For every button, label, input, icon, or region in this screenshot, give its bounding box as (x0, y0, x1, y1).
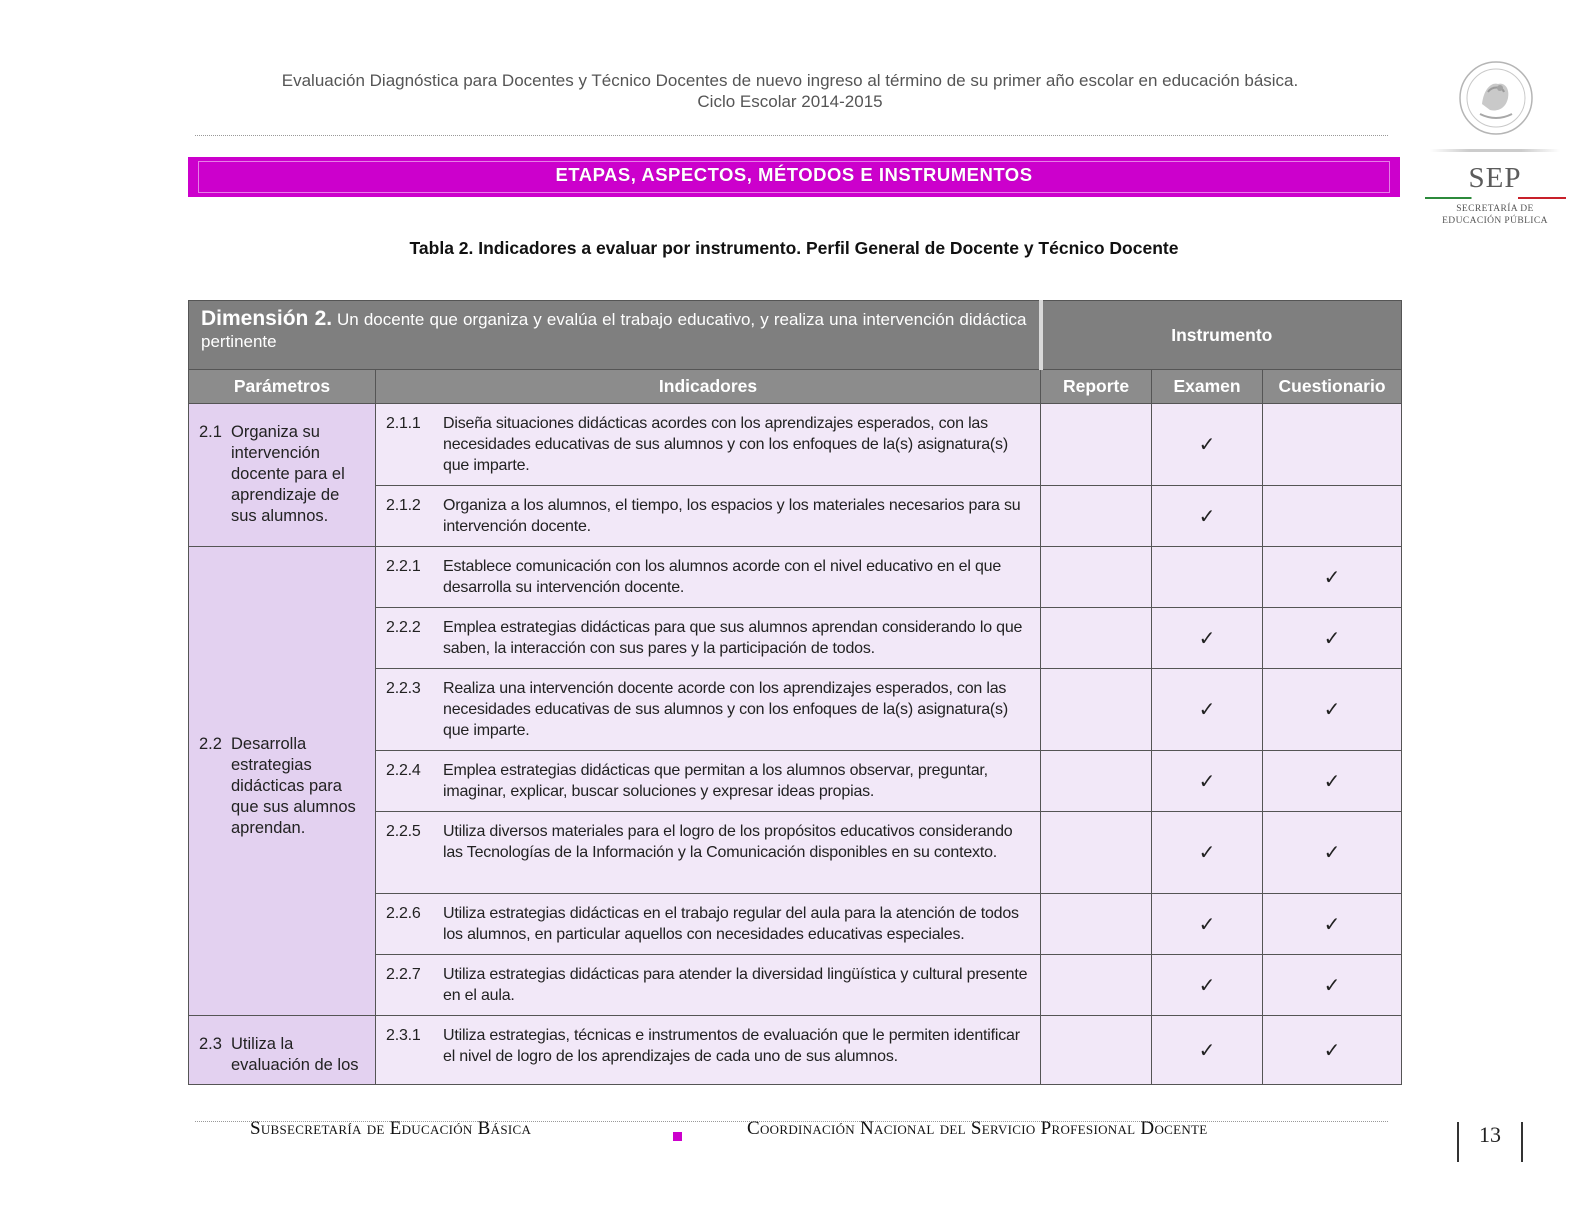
reporte-cell (1041, 547, 1152, 608)
parameter-cell (189, 547, 376, 1016)
parameter-number: 2.2 (199, 734, 222, 753)
checkmark-icon: ✓ (1323, 1039, 1341, 1062)
indicator-cell (376, 404, 1041, 486)
indicator-number: 2.2.7 (386, 966, 421, 983)
sep-subtitle-1: SECRETARÍA DE (1456, 204, 1534, 214)
footer-left: Subsecretaría de Educación Básica (250, 1118, 532, 1139)
table-caption: Tabla 2. Indicadores a evaluar por instrumento. Perfil General de Docente y Técnico Docente (409, 238, 1179, 258)
indicator-text: Organiza a los alumnos, el tiempo, los espacios y los materiales necesarios para su intervención docente. (443, 497, 1021, 535)
column-header-row (189, 370, 1402, 404)
checkmark-icon: ✓ (1323, 974, 1341, 997)
reporte-cell (1041, 608, 1152, 669)
indicator-text: Emplea estrategias didácticas que permitan a los alumnos observar, preguntar, imaginar, explicar, buscar soluciones y expresar ideas propias. (443, 762, 988, 800)
indicator-cell (376, 1016, 1041, 1085)
reporte-cell (1041, 812, 1152, 894)
sep-logo (1420, 52, 1570, 232)
flag-color-bar (1425, 197, 1566, 199)
instrumento-header: Instrumento (1041, 301, 1402, 370)
footer-right: Coordinación Nacional del Servicio Profesional Docente (747, 1118, 1208, 1139)
reporte-cell (1041, 894, 1152, 955)
checkmark-icon: ✓ (1323, 842, 1341, 864)
indicator-cell (376, 608, 1041, 669)
examen-cell (1152, 486, 1263, 547)
header-cycle: Ciclo Escolar 2014-2015 (697, 92, 883, 111)
reporte-cell (1041, 751, 1152, 812)
parameter-number: 2.3 (199, 1035, 222, 1053)
examen-cell (1152, 404, 1263, 486)
parameter-text: Utiliza la evaluación de los (231, 1035, 359, 1074)
indicator-text: Utiliza estrategias didácticas para atender la diversidad lingüística y cultural presente en el aula. (443, 966, 1028, 1004)
checkmark-icon: ✓ (1323, 770, 1341, 793)
indicator-text: Establece comunicación con los alumnos acorde con el nivel educativo en el que desarrolla su intervención docente. (443, 558, 1002, 596)
checkmark-icon: ✓ (1323, 566, 1341, 589)
indicator-text: Utiliza diversos materiales para el logro de los propósitos educativos considerando las Tecnologías de la Información y la Comunicación disponibles en su contexto. (443, 823, 1013, 861)
examen-cell (1152, 955, 1263, 1016)
cuestionario-cell (1263, 608, 1402, 669)
indicator-number: 2.2.1 (386, 558, 421, 575)
cuestionario-cell (1263, 812, 1402, 894)
section-banner (188, 157, 1400, 197)
checkmark-icon: ✓ (1198, 1039, 1216, 1062)
indicator-cell (376, 669, 1041, 751)
indicator-number: 2.1.1 (386, 415, 421, 432)
indicator-number: 2.3.1 (386, 1027, 421, 1044)
dimension-title: Dimensión 2. (201, 307, 333, 330)
page-number: 13 (1457, 1122, 1523, 1162)
sep-subtitle-2: EDUCACIÓN PÚBLICA (1442, 216, 1548, 226)
cuestionario-cell (1263, 894, 1402, 955)
indicator-text: Utiliza estrategias, técnicas e instrumentos de evaluación que le permiten identificar el nivel de logro de los aprendizajes de cada uno de sus alumnos. (443, 1027, 1020, 1065)
checkmark-icon: ✓ (1198, 974, 1216, 997)
logo-separator (1430, 149, 1560, 152)
indicator-cell (376, 812, 1041, 894)
checkmark-icon: ✓ (1198, 842, 1216, 864)
indicator-cell (376, 547, 1041, 608)
indicator-number: 2.2.5 (386, 823, 421, 840)
header-divider (195, 135, 1388, 136)
checkmark-icon: ✓ (1198, 627, 1216, 650)
checkmark-icon: ✓ (1198, 913, 1216, 936)
reporte-cell (1041, 404, 1152, 486)
table-row (189, 404, 1402, 486)
checkmark-icon: ✓ (1198, 699, 1216, 721)
reporte-cell (1041, 486, 1152, 547)
indicator-text: Emplea estrategias didácticas para que sus alumnos aprendan considerando lo que saben, la interacción con sus pares y la participación de todos. (443, 619, 1023, 657)
checkmark-icon: ✓ (1323, 913, 1341, 936)
col-examen: Examen (1152, 370, 1263, 404)
dimension-description: Un docente que organiza y evalúa el trabajo educativo, y realiza una intervención didáctica pertinente (201, 310, 1027, 351)
checkmark-icon: ✓ (1198, 434, 1216, 456)
cuestionario-cell (1263, 547, 1402, 608)
banner-title: ETAPAS, ASPECTOS, MÉTODOS E INSTRUMENTOS (555, 164, 1033, 185)
examen-cell (1152, 894, 1263, 955)
checkmark-icon: ✓ (1323, 699, 1341, 721)
examen-cell (1152, 608, 1263, 669)
header-title: Evaluación Diagnóstica para Docentes y Técnico Docentes de nuevo ingreso al término de su primer año escolar en educación básica. (281, 71, 1299, 90)
table-row (189, 547, 1402, 608)
col-reporte: Reporte (1041, 370, 1152, 404)
indicator-cell (376, 955, 1041, 1016)
indicator-number: 2.2.6 (386, 905, 421, 922)
indicator-text: Diseña situaciones didácticas acordes con los aprendizajes esperados, con las necesidades educativas de sus alumnos y con los enfoques de la(s) asignatura(s) que imparte. (443, 415, 1008, 474)
examen-cell (1152, 812, 1263, 894)
examen-cell (1152, 751, 1263, 812)
indicator-number: 2.2.3 (386, 680, 421, 697)
col-indicadores: Indicadores (376, 370, 1041, 404)
examen-cell (1152, 669, 1263, 751)
dimension-header-row (189, 301, 1402, 370)
cuestionario-cell (1263, 955, 1402, 1016)
parameter-text: Desarrolla estrategias didácticas para que sus alumnos aprendan. (231, 734, 356, 837)
reporte-cell (1041, 1016, 1152, 1085)
indicator-number: 2.2.2 (386, 619, 421, 636)
reporte-cell (1041, 955, 1152, 1016)
cuestionario-cell (1263, 486, 1402, 547)
indicator-text: Realiza una intervención docente acorde con los aprendizajes esperados, con las necesidades educativas de sus alumnos y con los enfoques de la(s) asignatura(s) que imparte. (443, 680, 1008, 739)
parameter-cell (189, 404, 376, 547)
indicators-table (188, 300, 1402, 1085)
indicator-cell (376, 751, 1041, 812)
cuestionario-cell (1263, 669, 1402, 751)
cuestionario-cell (1263, 751, 1402, 812)
col-parametros: Parámetros (189, 370, 376, 404)
footer-bullet-icon (673, 1132, 682, 1141)
checkmark-icon: ✓ (1198, 770, 1216, 793)
parameter-cell (189, 1016, 376, 1085)
cuestionario-cell (1263, 404, 1402, 486)
indicator-cell (376, 894, 1041, 955)
indicator-text: Utiliza estrategias didácticas en el trabajo regular del aula para la atención de todos los alumnos, en particular aquellos con necesidades educativas especiales. (443, 905, 1019, 943)
parameter-text: Organiza su intervención docente para el aprendizaje de sus alumnos. (231, 423, 345, 525)
checkmark-icon: ✓ (1323, 627, 1341, 650)
checkmark-icon: ✓ (1198, 505, 1216, 528)
table-row (189, 1016, 1402, 1085)
dimension-cell (189, 301, 1041, 370)
mexican-coat-of-arms-seal-icon (1458, 52, 1534, 142)
examen-cell (1152, 1016, 1263, 1085)
cuestionario-cell (1263, 1016, 1402, 1085)
examen-cell (1152, 547, 1263, 608)
parameter-number: 2.1 (199, 423, 222, 441)
col-cuestionario: Cuestionario (1263, 370, 1402, 404)
indicator-number: 2.2.4 (386, 762, 421, 779)
sep-wordmark: SEP (1468, 162, 1522, 194)
indicator-cell (376, 486, 1041, 547)
reporte-cell (1041, 669, 1152, 751)
indicator-number: 2.1.2 (386, 497, 421, 514)
table-body (189, 404, 1402, 1085)
